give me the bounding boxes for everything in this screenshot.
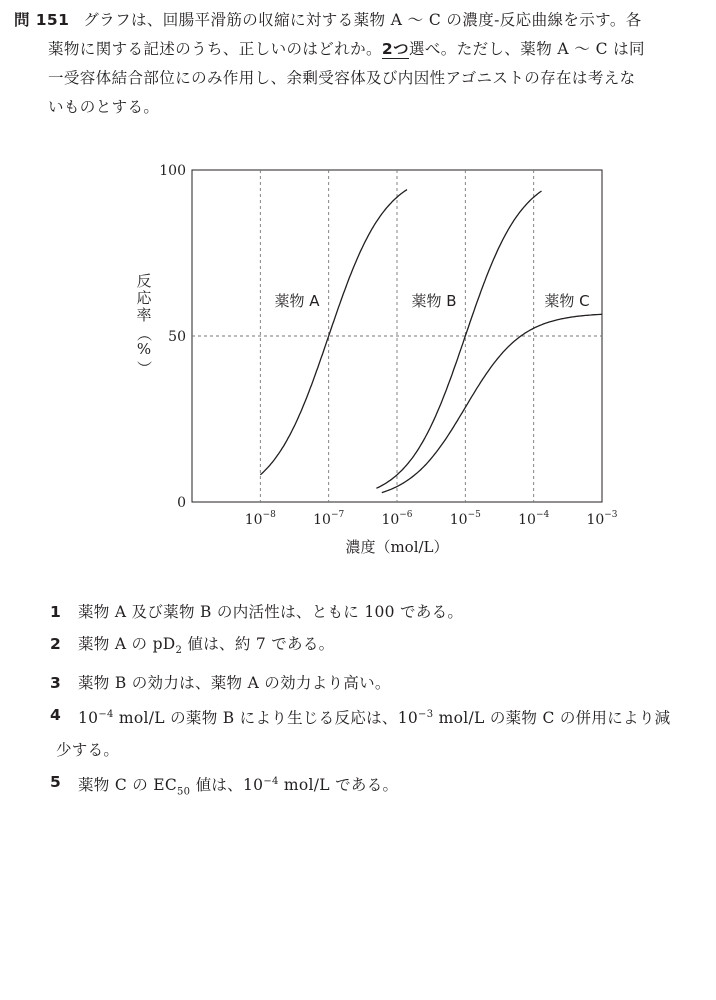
x-tick-label: $10^{-3}$ [586,510,618,528]
x-tick-label: $10^{-7}$ [313,510,345,528]
option-3[interactable] [50,667,710,699]
question-number: 問 151 [14,11,70,29]
y-axis-label-char: 応 [136,289,152,307]
superscript: −4 [98,709,114,721]
option-text [78,628,710,667]
option-number: 5 [50,773,62,792]
option-text-part: 少する。 [56,741,120,760]
y-tick-label: 0 [177,495,186,511]
question-line-2b: 選べ。ただし、薬物 A ～ C は同 [409,40,645,58]
question-line-2a: 薬物に関する記述のうち、正しいのはどれか。 [48,40,382,58]
option-4[interactable] [50,699,710,734]
option-number: 4 [50,706,62,725]
x-tick-labels [245,510,618,528]
option-1[interactable] [50,596,710,628]
option-text-part: 値は、約 7 である。 [182,635,335,653]
option-4-continued [50,734,710,766]
option-text-part: mol/L である。 [278,776,399,795]
option-text-part: 10 [397,709,419,728]
superscript: −3 [418,709,434,721]
series-label: 薬物 A [274,292,320,310]
x-axis-label: 濃度（mol/L） [345,538,449,556]
question-line-3: 一受容体結合部位にのみ作用し、余剰受容体及び内因性アゴニストの存在は考えな [48,69,636,87]
x-tick-label: $10^{-4}$ [518,510,550,528]
superscript: −4 [263,776,279,788]
y-axis-label-char: ） [135,360,153,376]
option-text-part: 薬物 C の EC [78,776,178,795]
series-label: 薬物 C [544,292,590,310]
option-number: 1 [50,603,62,621]
x-tick-label: $10^{-8}$ [244,510,276,528]
option-text-part: 薬物 A の pD [78,635,176,653]
y-tick-label: 50 [168,329,186,345]
x-tick-label: $10^{-6}$ [381,510,413,528]
option-2[interactable] [50,628,710,667]
option-number: 2 [50,635,62,653]
option-text-part: 10 [242,776,264,795]
option-text-part: mol/L の薬物 C の併用により減 [433,709,671,728]
y-axis-label-char: 反 [136,272,152,290]
option-text [78,699,710,734]
series-label: 薬物 B [411,292,457,310]
x-tick-label: $10^{-5}$ [449,510,481,528]
curve-c [382,314,602,492]
y-axis-label [135,272,153,376]
y-axis-label-char: （ [135,326,153,342]
choose-count: 2つ [381,40,409,58]
question-line-1: グラフは、回腸平滑筋の収縮に対する薬物 A ～ C の濃度-反応曲線を示す。各 [83,11,642,29]
option-text-part: 値は、 [190,776,243,795]
option-text-part: mol/L の薬物 B により生じる反応は、 [113,709,398,728]
subscript: 50 [177,786,191,798]
y-tick-label: 100 [159,163,186,179]
option-number: 3 [50,674,62,693]
grid-lines [192,170,602,502]
y-axis-label-char: 率 [136,306,152,324]
option-text [78,766,710,808]
option-text: 薬物 B の効力は、薬物 A の効力より高い。 [78,674,391,693]
series-labels [274,292,589,310]
question-line-4: いものとする。 [48,98,160,116]
subscript: 2 [175,645,183,657]
option-text-part: 10 [78,709,99,728]
option-5[interactable] [50,766,710,808]
y-tick-labels [159,163,186,511]
answer-options [50,596,710,809]
option-text: 薬物 A 及び薬物 B の内活性は、ともに 100 である。 [78,603,464,621]
curves [260,190,602,493]
curve-a [260,190,407,475]
y-axis-label-char: % [136,340,152,358]
